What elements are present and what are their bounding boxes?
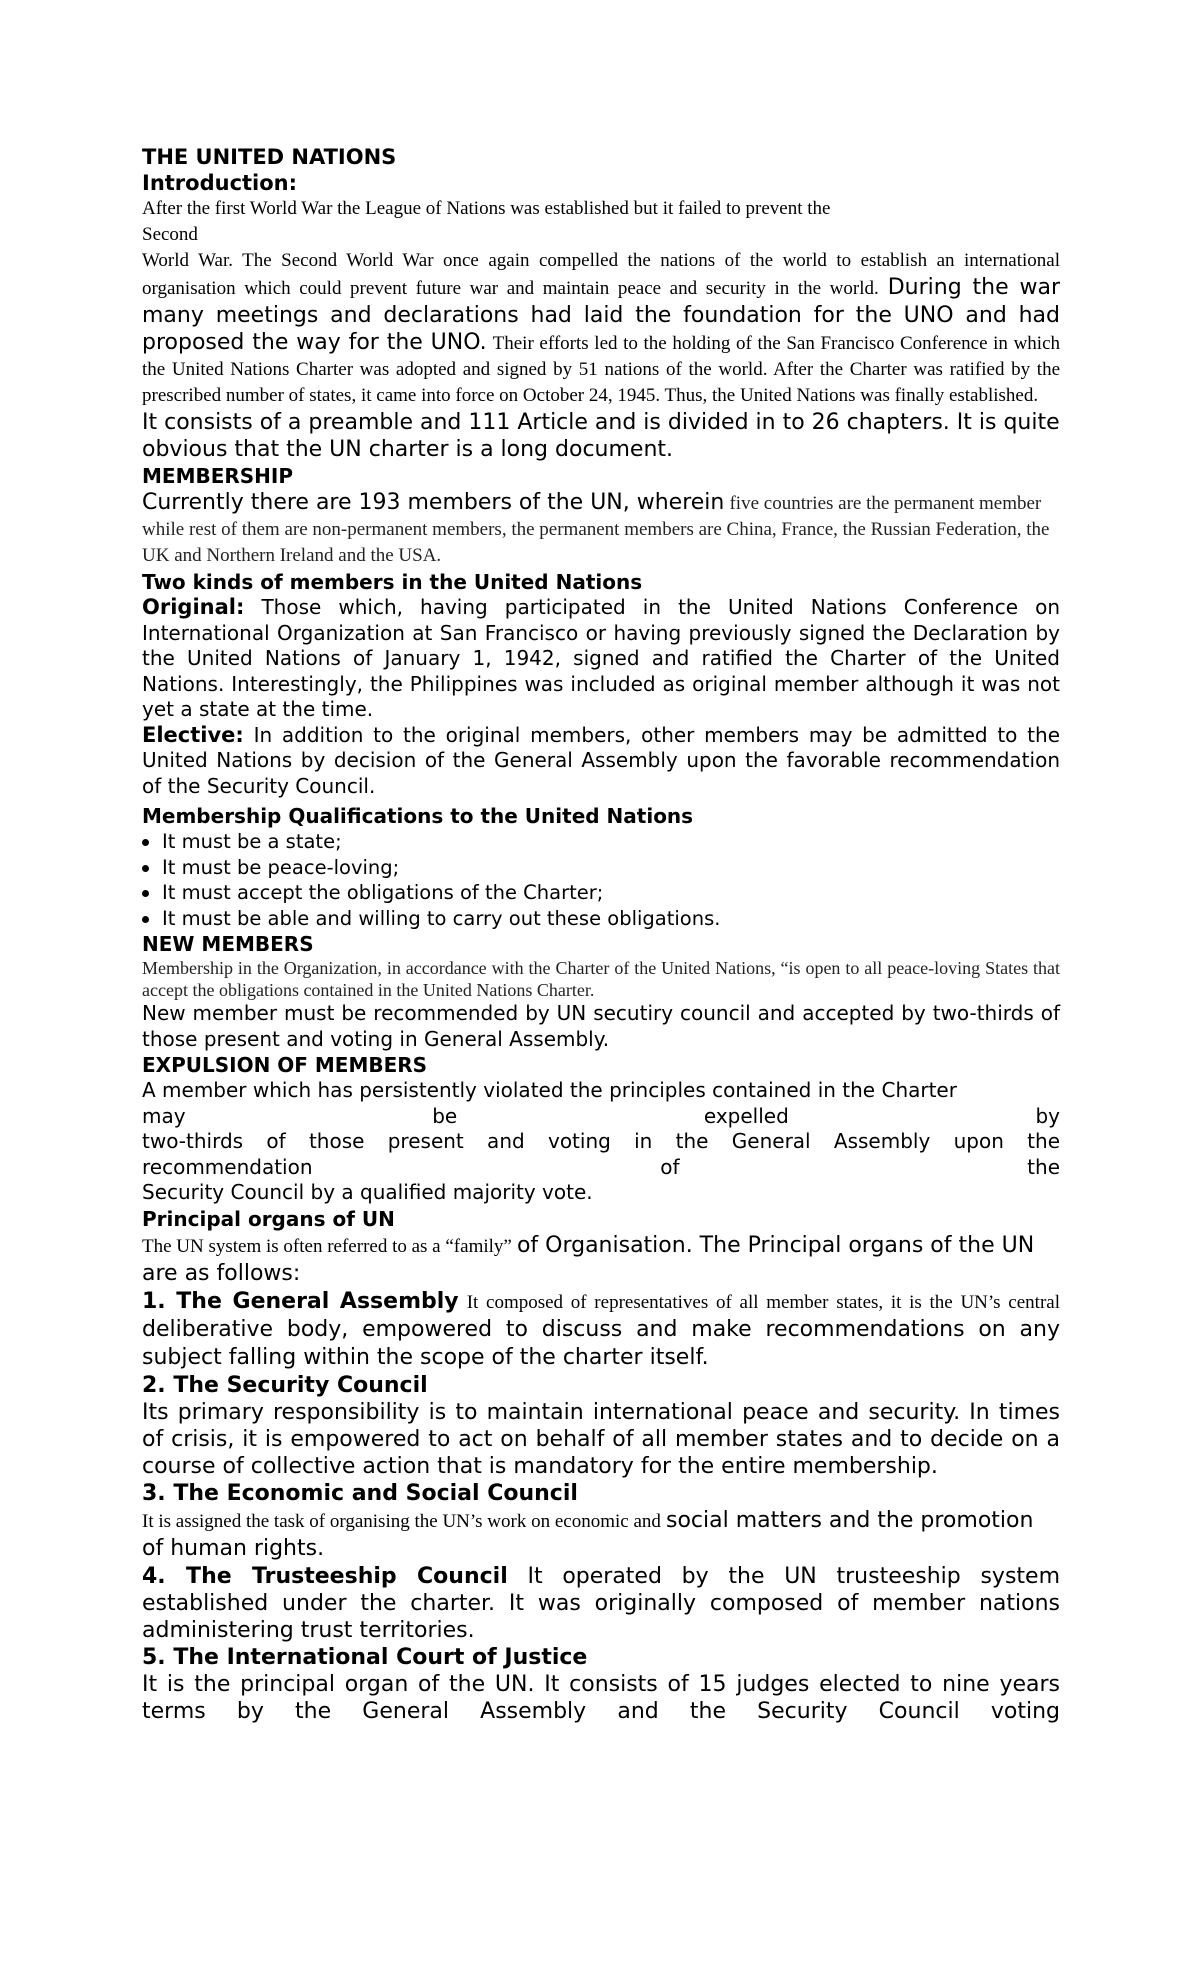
original-text: Those which, having participated in the United Nations Conference on International Organization at San Francisco or having previously signed the Declaration by the United Nations of January 1, 1942, signed and ratified the Charter of the United Nations. Interestingly, the Philippines was included as original member although it was not yet a state at the time. [142, 595, 1061, 721]
elective-label: Elective: [142, 722, 244, 747]
security-council-heading: 2. The Security Council [142, 1372, 428, 1398]
intro-paragraph-1: After the first World War the League of Nations was established but it failed to prevent the Second [142, 198, 831, 245]
general-assembly-serif: It composed of representatives of all member states, it is the UN’s central [466, 1291, 1060, 1313]
organs-intro-sans: of Organisation. The Principal organs of the UN are as follows: [142, 1232, 1035, 1286]
bullet-icon [142, 890, 149, 897]
expulsion-line-4: recommendation of the [142, 1154, 1060, 1179]
member-kinds-section [142, 569, 1060, 799]
economic-social-council-heading: 3. The Economic and Social Council [142, 1480, 578, 1506]
general-assembly-heading: 1. The General Assembly [142, 1288, 459, 1314]
bullet-icon [142, 865, 149, 872]
intro-paragraph-2 [142, 248, 1060, 409]
bullet-icon [142, 916, 149, 923]
bullet-icon [142, 839, 149, 846]
expulsion-line-5: Security Council by a qualified majority vote. [142, 1180, 593, 1204]
intro-sans-text: During the war many meetings and declarations had laid the foundation for the UNO and had proposed the way for the UNO. [142, 275, 1060, 355]
introduction-section [142, 170, 1060, 463]
membership-section [142, 463, 1060, 569]
new-members-heading: NEW MEMBERS [142, 932, 314, 956]
security-council-paragraph: Its primary responsibility is to maintain international peace and security. In times of crisis, it is empowered to act on behalf of all member states and to decide on a course of collective action that is mandatory for the entire membership. [142, 1399, 1060, 1479]
list-item [142, 880, 1060, 906]
list-item-text: It must be a state; [162, 830, 342, 853]
trusteeship-council-heading: 4. The Trusteeship Council [142, 1563, 508, 1589]
qualifications-heading: Membership Qualifications to the United Nations [142, 804, 694, 828]
original-members-paragraph [142, 595, 1060, 723]
qualifications-section [142, 803, 1060, 931]
organs-intro-serif: The UN system is often referred to as a “family” [142, 1235, 512, 1257]
membership-serif-text: five countries are the permanent member while rest of them are non-permanent members, the permanent members are China, France, the Russian Federation, the UK and Northern Ireland and the USA. [142, 493, 1050, 566]
international-court-paragraph: It is the principal organ of the UN. It consists of 15 judges elected to nine years terms by the General Assembly and the Security Council voting [142, 1671, 1060, 1724]
expulsion-line-2: may be expelled by [142, 1103, 1060, 1128]
economic-social-council-paragraph [142, 1507, 1060, 1563]
organs-intro-paragraph [142, 1232, 1060, 1288]
trusteeship-council-paragraph [142, 1563, 1060, 1644]
qualifications-list [142, 829, 1060, 931]
original-label: Original: [142, 595, 245, 619]
general-assembly-paragraph [142, 1288, 1060, 1372]
expulsion-heading: EXPULSION OF MEMBERS [142, 1053, 428, 1077]
list-item [142, 906, 1060, 932]
intro-serif-text-2: Their efforts led to the holding of the San Francisco Conference in which the United Nations Charter was adopted and signed by 51 nations of the world. After the Charter was ratified by the prescribed number of states, it came into force on October 24, 1945. Thus, the United Nations was finally established. [142, 333, 1060, 406]
list-item-text: It must accept the obligations of the Charter; [162, 881, 604, 904]
membership-heading: MEMBERSHIP [142, 464, 294, 488]
trusteeship-council-text: It operated by the UN trusteeship system established under the charter. It was originally composed of member nations administering trust territories. [142, 1563, 1061, 1643]
intro-charter-paragraph: It consists of a preamble and 111 Article and is divided in to 26 chapters. It is quite obvious that the UN charter is a long document. [142, 410, 1060, 462]
economic-social-council-sans: social matters and the promotion of human rights. [142, 1507, 1034, 1561]
expulsion-section [142, 1052, 1060, 1206]
principal-organs-section [142, 1206, 1060, 1725]
list-item [142, 829, 1060, 855]
page-title: THE UNITED NATIONS [142, 145, 397, 169]
economic-social-council-serif: It is assigned the task of organising the UN’s work on economic and [142, 1510, 661, 1532]
list-item-text: It must be able and willing to carry out these obligations. [162, 906, 721, 930]
expulsion-line-1: A member which has persistently violated the principles contained in the Charter [142, 1078, 957, 1102]
elective-text: In addition to the original members, other members may be admitted to the United Nations by decision of the General Assembly upon the favorable recommendation of the Security Council. [142, 722, 1060, 798]
elective-members-paragraph [142, 723, 1060, 800]
member-kinds-heading: Two kinds of members in the United Nations [142, 570, 643, 594]
principal-organs-heading: Principal organs of UN [142, 1206, 395, 1231]
list-item [142, 855, 1060, 881]
list-item-text: It must be peace-loving; [162, 855, 400, 879]
new-members-sans-paragraph: New member must be recommended by UN secutiry council and accepted by two-thirds of those present and voting in General Assembly. [142, 1001, 1060, 1051]
introduction-heading: Introduction: [142, 171, 298, 195]
membership-sans-text: Currently there are 193 members of the UN, wherein [142, 490, 725, 515]
membership-paragraph [142, 489, 1060, 569]
international-court-heading: 5. The International Court of Justice [142, 1644, 588, 1670]
intro-serif-text: World War. The Second World War once again compelled the nations of the world to establish an international organisation which could prevent future war and maintain peace and security in the world. [142, 250, 1060, 299]
new-members-serif-paragraph: Membership in the Organization, in accordance with the Charter of the United Nations, “is open to all peace-loving States that accept the obligations contained in the United Nations Charter. [142, 958, 1060, 1000]
general-assembly-sans: deliberative body, empowered to discuss and make recommendations on any subject falling within the scope of the charter itself. [142, 1316, 1060, 1370]
new-members-section [142, 931, 1060, 1052]
expulsion-line-3: two-thirds of those present and voting in the General Assembly upon the [142, 1129, 1060, 1153]
